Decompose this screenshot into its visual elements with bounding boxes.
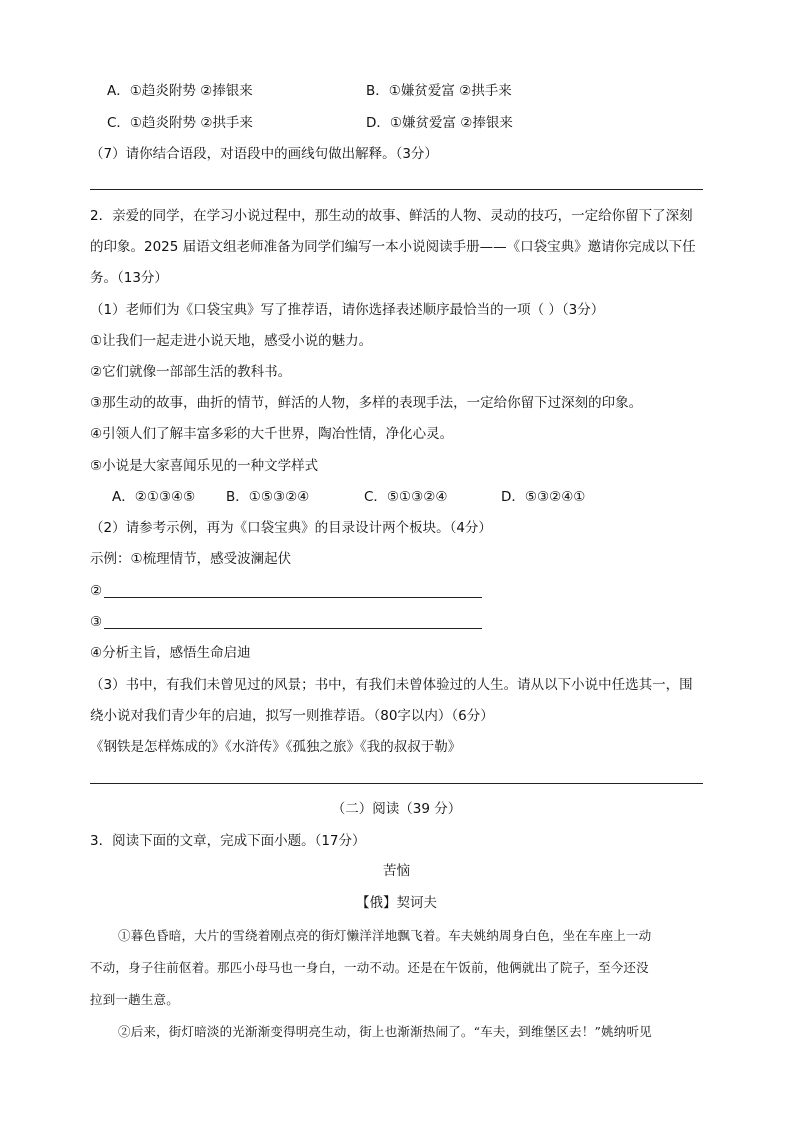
q3-prompt: 3．阅读下面的文章，完成下面小题。（17分） (90, 833, 366, 849)
q2-intro-line-1: 2．亲爱的同学，在学习小说过程中，那生动的故事、鲜活的人物、灵动的技巧，一定给你留下了深刻 (90, 208, 693, 224)
q2-intro-line-3: 务。（13分） (90, 270, 168, 286)
q2-item4: ④分析主旨，感悟生命启迪 (90, 645, 251, 661)
q2-choice-d: D．⑤③②④① (501, 489, 586, 505)
q2-item-5: ⑤小说是大家喜闻乐见的一种文学样式 (90, 458, 319, 474)
q2-intro-line-2: 的印象。2025 届语文组老师准备为同学们编写一本小说阅读手册——《口袋宝典》邀请你完成以下任 (90, 239, 696, 255)
q2-choice-a: A．②①③④⑤ (112, 489, 196, 505)
q2-example: 示例：①梳理情节，感受波澜起伏 (90, 551, 292, 567)
article-paragraph-1-line-3: 拉到一趟生意。 (90, 992, 179, 1007)
q2-sub2: （2）请参考示例，再为《口袋宝典》的目录设计两个板块。（4分） (90, 520, 492, 536)
q2-sub3-line-2: 绕小说对我们青少年的启迪，拟写一则推荐语。（80字以内）（6分） (90, 708, 494, 724)
q1-sub7: （7）请你结合语段，对语段中的画线句做出解释。（3分） (90, 146, 438, 162)
article-title: 苦恼 (383, 863, 410, 879)
q1-option-d: D．①嫌贫爱富 ②捧银来 (366, 115, 513, 131)
blank-line-2[interactable] (104, 597, 482, 598)
q2-choice-c: C．⑤①③②④ (364, 489, 448, 505)
answer-line (90, 783, 703, 784)
q2-item-1: ①让我们一起走进小说天地，感受小说的魅力。 (90, 333, 373, 349)
article-author: 【俄】契诃夫 (356, 895, 437, 911)
q1-option-b: B．①嫌贫爱富 ②拱手来 (366, 83, 512, 99)
section-heading: （二）阅读（39 分） (331, 801, 462, 817)
article-paragraph-1-line-2: 不动，身子往前伛着。那匹小母马也一身白，一动不动。还是在午饭前，他俩就出了院子，至今还没 (90, 960, 649, 975)
q2-blank-2-label: ② (90, 583, 103, 599)
q2-choice-b: B．①⑤③②④ (226, 489, 310, 505)
q2-item-2: ②它们就像一部部生活的教科书。 (90, 364, 292, 380)
q2-sub1: （1）老师们为《口袋宝典》写了推荐语，请你选择表述顺序最恰当的一项（ ）（3分） (90, 302, 605, 318)
article-paragraph-2-line-1: ②后来，街灯暗淡的光渐渐变得明亮生动，街上也渐渐热闹了。“车夫，到维堡区去！”姚纳听见 (118, 1024, 652, 1039)
answer-line (90, 189, 703, 190)
blank-line-3[interactable] (104, 628, 482, 629)
q2-blank-3-label: ③ (90, 614, 103, 630)
q2-sub3-line-1: （3）书中，有我们未曾见过的风景；书中，有我们未曾体验过的人生。请从以下小说中任选其一，围 (90, 677, 693, 693)
q2-item-3: ③那生动的故事，曲折的情节，鲜活的人物，多样的表现手法，一定给你留下过深刻的印象。 (90, 395, 643, 411)
article-paragraph-1-line-1: ①暮色昏暗，大片的雪绕着刚点亮的街灯懒洋洋地飘飞着。车夫姚纳周身白色，坐在车座上一动 (118, 928, 652, 943)
q1-option-a: A．①趋炎附势 ②捧银来 (107, 83, 253, 99)
q2-book-list: 《钢铁是怎样炼成的》《水浒传》《孤独之旅》《我的叔叔于勒》 (90, 739, 462, 755)
q1-option-c: C．①趋炎附势 ②拱手来 (107, 115, 253, 131)
q2-item-4: ④引领人们了解丰富多彩的大千世界，陶冶性情，净化心灵。 (90, 426, 454, 442)
